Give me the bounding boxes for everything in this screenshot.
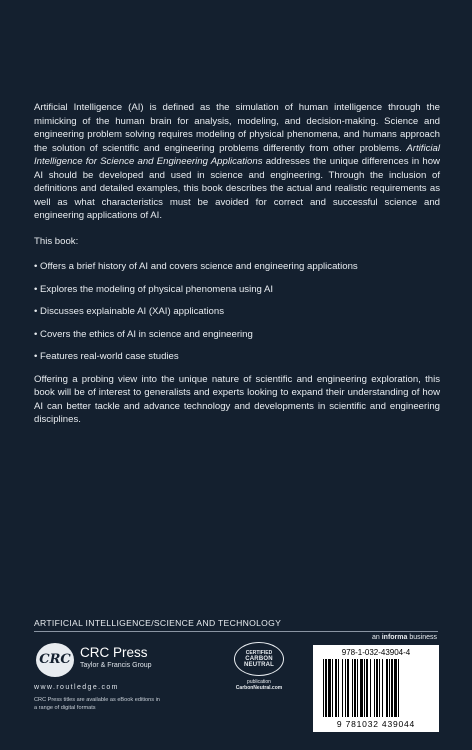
publisher-url: www.routledge.com xyxy=(34,684,119,691)
feature-list xyxy=(34,260,440,364)
carbon-neutral-badge xyxy=(230,642,288,691)
divider xyxy=(34,631,438,632)
list-item: • Covers the ethics of AI in science and engineering xyxy=(34,328,440,342)
carbon-publication-label: publication xyxy=(247,679,271,685)
list-intro: This book: xyxy=(34,235,79,247)
ebook-note: CRC Press titles are available as eBook editions in a range of digital formats xyxy=(34,697,160,711)
list-item: • Discusses explainable AI (XAI) applications xyxy=(34,305,440,319)
list-item: • Features real-world case studies xyxy=(34,350,440,364)
carbon-site-label: CarbonNeutral.com xyxy=(235,685,283,691)
informa-suffix: business xyxy=(407,634,437,641)
informa-brand: informa xyxy=(381,634,408,641)
list-item: • Explores the modeling of physical phenomena using AI xyxy=(34,283,440,297)
isbn-number: 978-1-032-43904-4 xyxy=(341,648,411,657)
publisher-name: CRC Press xyxy=(80,645,148,660)
barcode-icon xyxy=(323,659,429,717)
back-cover-blurb xyxy=(34,101,440,439)
book-title: Artificial Intelligence for Science and Engineering Applications xyxy=(34,142,440,167)
ean-number: 9 781032 439044 xyxy=(336,719,416,729)
informa-prefix: an xyxy=(372,634,382,641)
description-text-continued: addresses the unique differences in how AI should be developed and used in science and engineering. Through the inclusion of definitions and detailed examples, this book describes the actual and realistic requirements as well as what characteristics must be avoided for correct and successful science and engineering applications of AI. xyxy=(34,156,440,221)
closing-paragraph: Offering a probing view into the unique nature of scientific and engineering exploration, this book will be of interest to generalists and experts looking to expand their understanding of how AI can better tackle and advance technology and developments in scientific and engineering disciplines. xyxy=(34,373,440,425)
list-item: • Offers a brief history of AI and covers science and engineering applications xyxy=(34,260,440,274)
carbon-neutral-icon xyxy=(234,642,284,676)
informa-tagline xyxy=(372,634,437,641)
carbon-neutral-label: CARBON NEUTRAL xyxy=(243,656,275,668)
carbon-certified-label: CERTIFIED xyxy=(245,650,273,656)
description-paragraph xyxy=(34,101,440,223)
subject-category: ARTIFICIAL INTELLIGENCE/SCIENCE AND TECHNOLOGY xyxy=(34,618,282,628)
crc-logo-icon: CRC xyxy=(36,643,74,677)
publisher-group: Taylor & Francis Group xyxy=(80,662,152,669)
description-text: Artificial Intelligence (AI) is defined as the simulation of human intelligence through the mimicking of the human brain for analysis, modeling, and decision-making. Science and engineering problem solving requires modeling of physical phenomena, and humans approach the solution of scientific and engineering problems differently from other problems. xyxy=(34,102,440,154)
isbn-barcode xyxy=(313,645,439,732)
